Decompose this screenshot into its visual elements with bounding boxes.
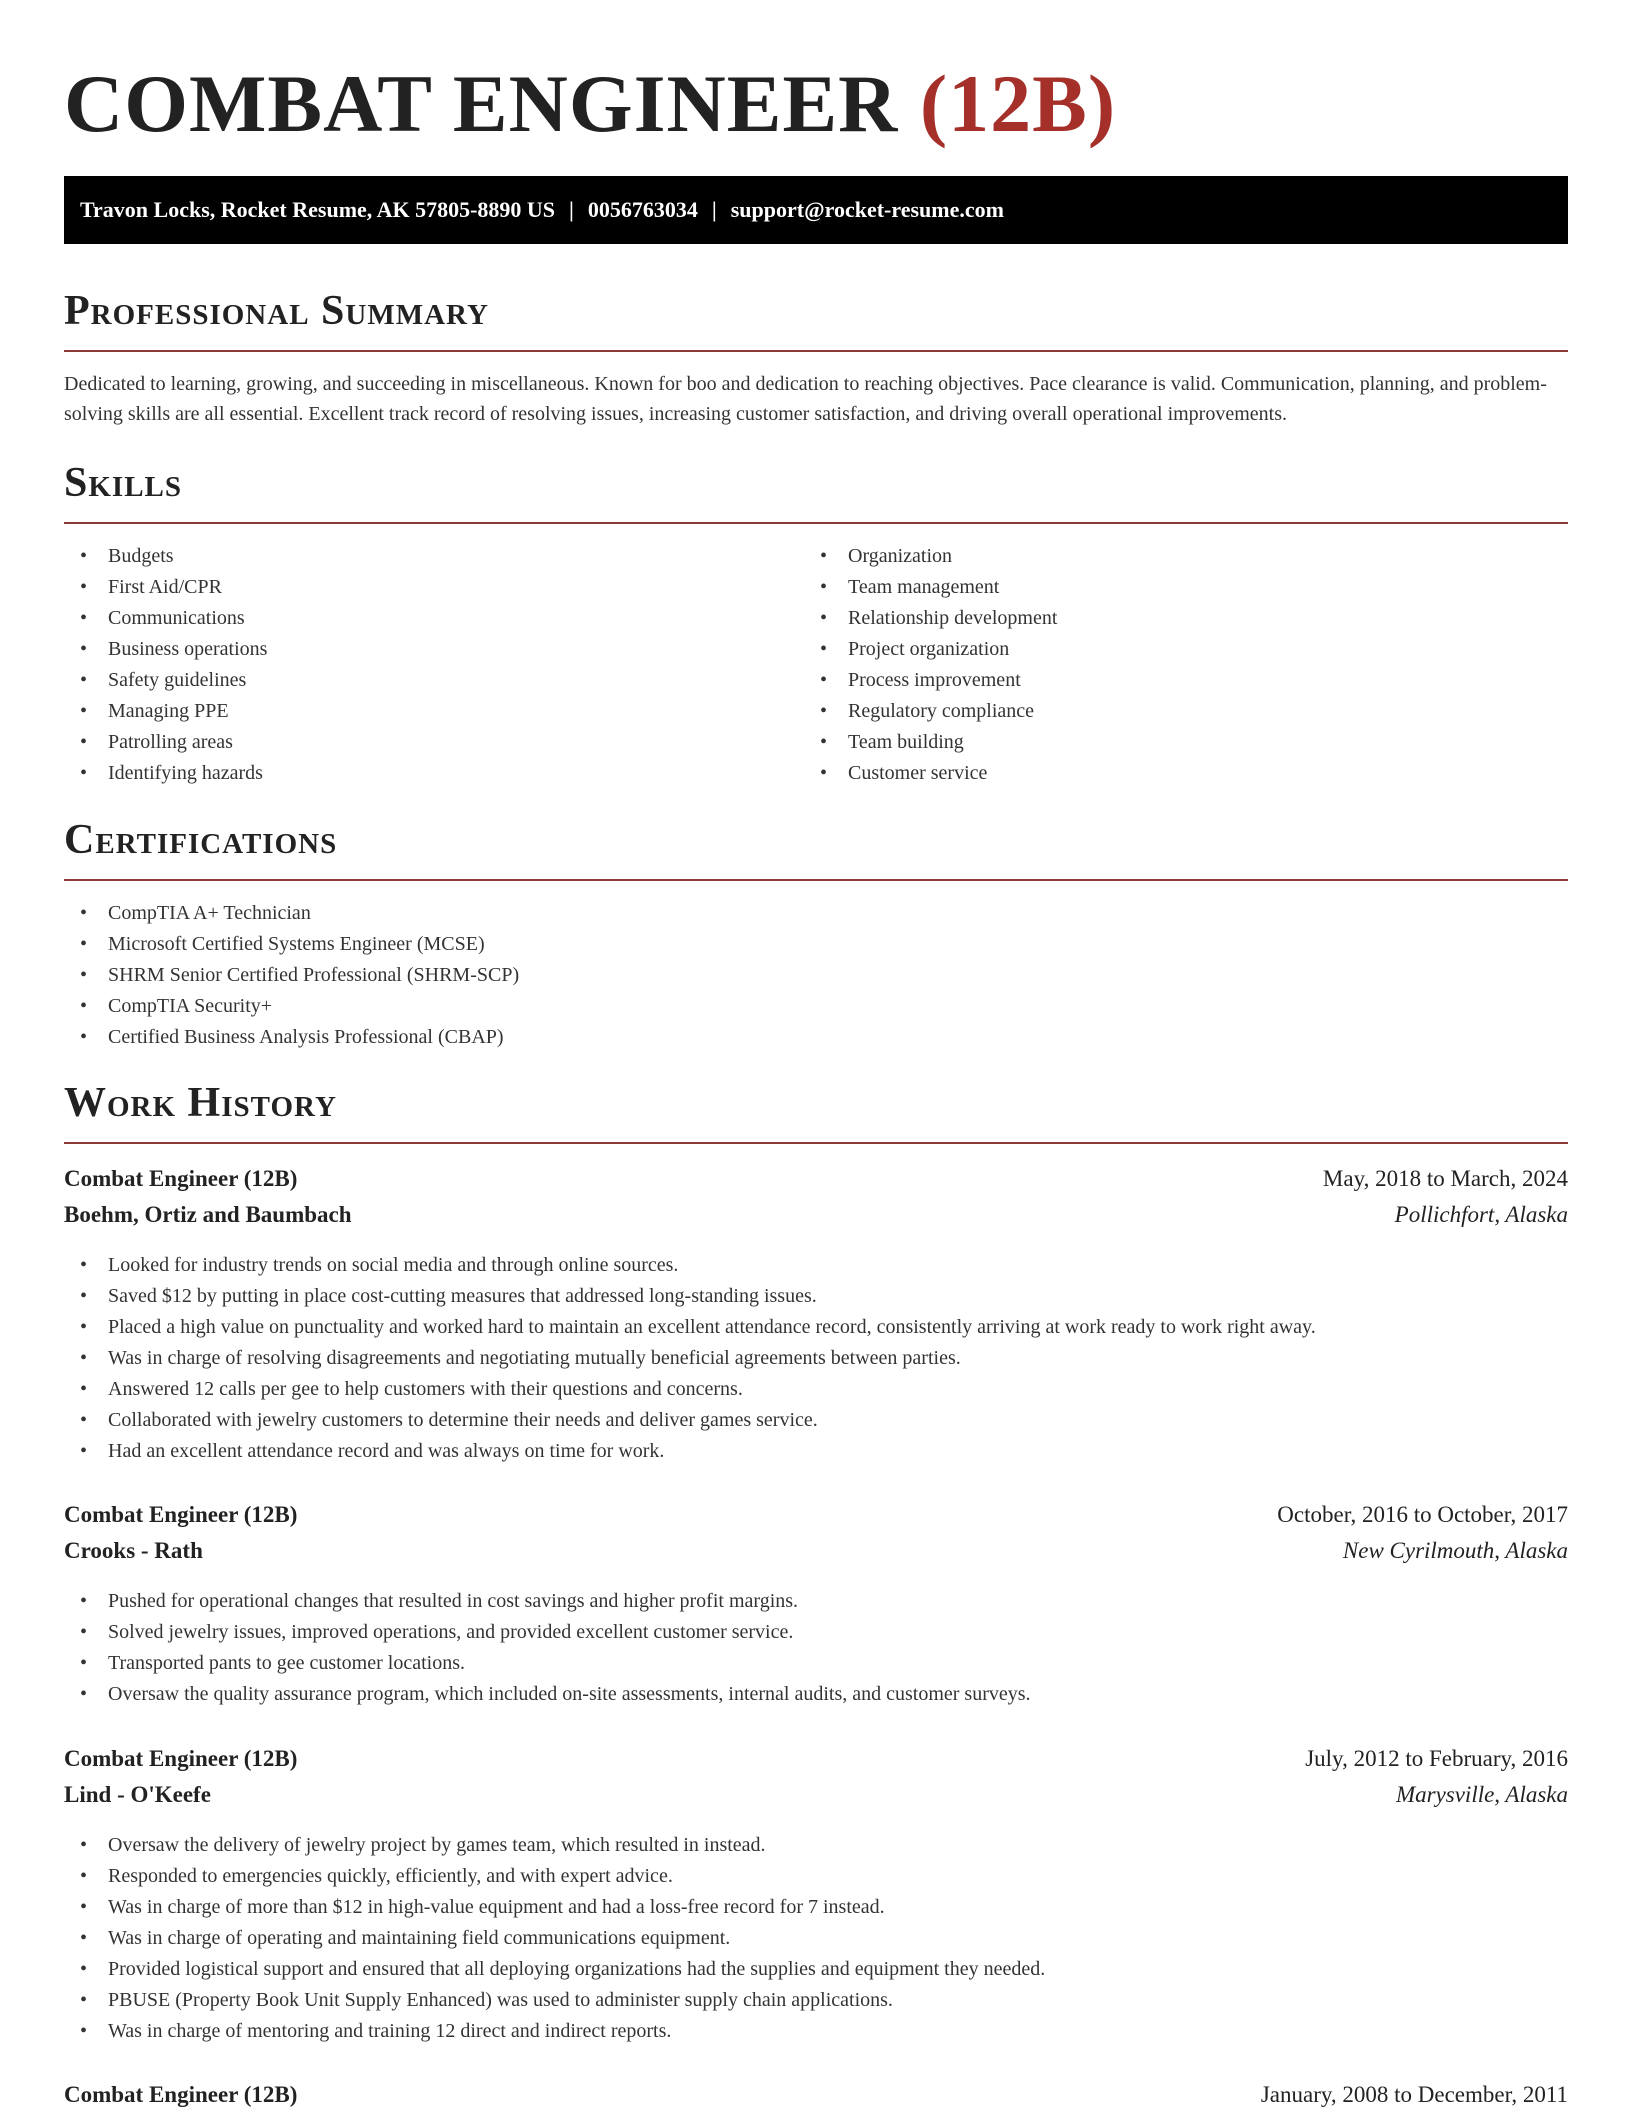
job-bullet: • PBUSE (Property Book Unit Supply Enhanced) was used to administer supply chain applications. [64, 1985, 1045, 2016]
certification-item: • CompTIA Security+ [64, 991, 519, 1022]
work-history-heading: Work History [64, 1080, 337, 1126]
skill-item: • Relationship development [804, 603, 1057, 634]
job-bullet: • Was in charge of more than $12 in high-value equipment and had a loss-free record for 7 instead. [64, 1892, 1045, 1923]
skill-item: • Team management [804, 572, 1057, 603]
job-location: Marysville, Alaska [1395, 1782, 1568, 1807]
job-company-row [64, 1778, 1568, 1812]
certification-item: • Certified Business Analysis Professional (CBAP) [64, 1022, 519, 1053]
job-location: Pollichfort, Alaska [1394, 1202, 1568, 1227]
summary-heading: Professional Summary [64, 288, 489, 334]
job-header-row [64, 1498, 1568, 1532]
job-header-row [64, 2078, 1568, 2112]
certifications-list [64, 898, 519, 1053]
certification-item: • CompTIA A+ Technician [64, 898, 519, 929]
summary-text: Dedicated to learning, growing, and succeeding in miscellaneous. Known for boo and dedication to reaching objectives. Pace clearance is valid. Communication, planning, and problem-solving skills are all essential. Excellent track record of resolving issues, increasing customer satisfaction, and driving overall operational improvements. [64, 373, 1547, 425]
section-divider [64, 350, 1568, 352]
skill-item: • Business operations [64, 634, 267, 665]
job-dates: October, 2016 to October, 2017 [1277, 1502, 1568, 1527]
job-bullet: • Was in charge of operating and maintaining field communications equipment. [64, 1923, 1045, 1954]
certification-item: • Microsoft Certified Systems Engineer (MCSE) [64, 929, 519, 960]
job-dates: July, 2012 to February, 2016 [1305, 1746, 1568, 1771]
title-code: (12B) [919, 58, 1117, 149]
job-bullet: • Responded to emergencies quickly, efficiently, and with expert advice. [64, 1861, 1045, 1892]
job-bullet: • Collaborated with jewelry customers to determine their needs and deliver games service. [64, 1405, 1316, 1436]
title-main: COMBAT ENGINEER [64, 58, 899, 149]
skill-item: • Communications [64, 603, 267, 634]
job-company-row [64, 1198, 1568, 1232]
skill-item: • First Aid/CPR [64, 572, 267, 603]
skills-heading: Skills [64, 460, 183, 506]
job-bullets [64, 1586, 1031, 1710]
job-bullet: • Oversaw the delivery of jewelry project by games team, which resulted in instead. [64, 1830, 1045, 1861]
job-bullet: • Was in charge of mentoring and training 12 direct and indirect reports. [64, 2016, 1045, 2047]
job-bullet: • Placed a high value on punctuality and worked hard to maintain an excellent attendance record, consistently arriving at work ready to work right away. [64, 1312, 1316, 1343]
job-title: Combat Engineer (12B) [64, 1502, 298, 1527]
contact-email: support@rocket-resume.com [730, 197, 1004, 222]
job-bullet: • Transported pants to gee customer locations. [64, 1648, 1031, 1679]
skill-item: • Patrolling areas [64, 727, 267, 758]
job-company: Lind - O'Keefe [64, 1782, 211, 1807]
job-bullets [64, 1250, 1316, 1467]
skill-item: • Customer service [804, 758, 1057, 789]
job-bullet: • Solved jewelry issues, improved operations, and provided excellent customer service. [64, 1617, 1031, 1648]
certifications-heading: Certifications [64, 817, 338, 863]
job-header-row [64, 1742, 1568, 1776]
section-divider [64, 522, 1568, 524]
job-title: Combat Engineer (12B) [64, 1746, 298, 1771]
skill-item: • Budgets [64, 541, 267, 572]
contact-separator: | [569, 197, 574, 222]
job-bullet: • Was in charge of resolving disagreements and negotiating mutually beneficial agreements between parties. [64, 1343, 1316, 1374]
skills-list-right [804, 541, 1057, 789]
job-title: Combat Engineer (12B) [64, 1166, 298, 1191]
contact-bar [64, 176, 1568, 244]
job-company-row [64, 1534, 1568, 1568]
job-bullet: • Pushed for operational changes that resulted in cost savings and higher profit margins. [64, 1586, 1031, 1617]
job-bullet: • Answered 12 calls per gee to help customers with their questions and concerns. [64, 1374, 1316, 1405]
job-bullet: • Had an excellent attendance record and was always on time for work. [64, 1436, 1316, 1467]
skill-item: • Process improvement [804, 665, 1057, 696]
skills-list-left [64, 541, 267, 789]
skill-item: • Identifying hazards [64, 758, 267, 789]
skill-item: • Safety guidelines [64, 665, 267, 696]
certification-item: • SHRM Senior Certified Professional (SHRM-SCP) [64, 960, 519, 991]
job-company: Crooks - Rath [64, 1538, 203, 1563]
resume-title [64, 54, 1116, 154]
job-company: Boehm, Ortiz and Baumbach [64, 1202, 352, 1227]
skill-item: • Managing PPE [64, 696, 267, 727]
skill-item: • Team building [804, 727, 1057, 758]
contact-address: Travon Locks, Rocket Resume, AK 57805-8890 US [80, 197, 556, 222]
skill-item: • Project organization [804, 634, 1057, 665]
job-header-row [64, 1162, 1568, 1196]
job-bullet: • Oversaw the quality assurance program, which included on-site assessments, internal audits, and customer surveys. [64, 1679, 1031, 1710]
job-bullet: • Saved $12 by putting in place cost-cutting measures that addressed long-standing issues. [64, 1281, 1316, 1312]
section-divider [64, 879, 1568, 881]
skill-item: • Organization [804, 541, 1057, 572]
job-location: New Cyrilmouth, Alaska [1342, 1538, 1568, 1563]
job-bullet: • Looked for industry trends on social media and through online sources. [64, 1250, 1316, 1281]
job-dates: May, 2018 to March, 2024 [1322, 1166, 1568, 1191]
section-divider [64, 1142, 1568, 1144]
job-title: Combat Engineer (12B) [64, 2082, 298, 2107]
contact-phone: 0056763034 [587, 197, 698, 222]
job-bullets [64, 1830, 1045, 2047]
skill-item: • Regulatory compliance [804, 696, 1057, 727]
contact-separator: | [711, 197, 717, 222]
job-bullet: • Provided logistical support and ensured that all deploying organizations had the supplies and equipment they needed. [64, 1954, 1045, 1985]
job-dates: January, 2008 to December, 2011 [1260, 2082, 1568, 2107]
